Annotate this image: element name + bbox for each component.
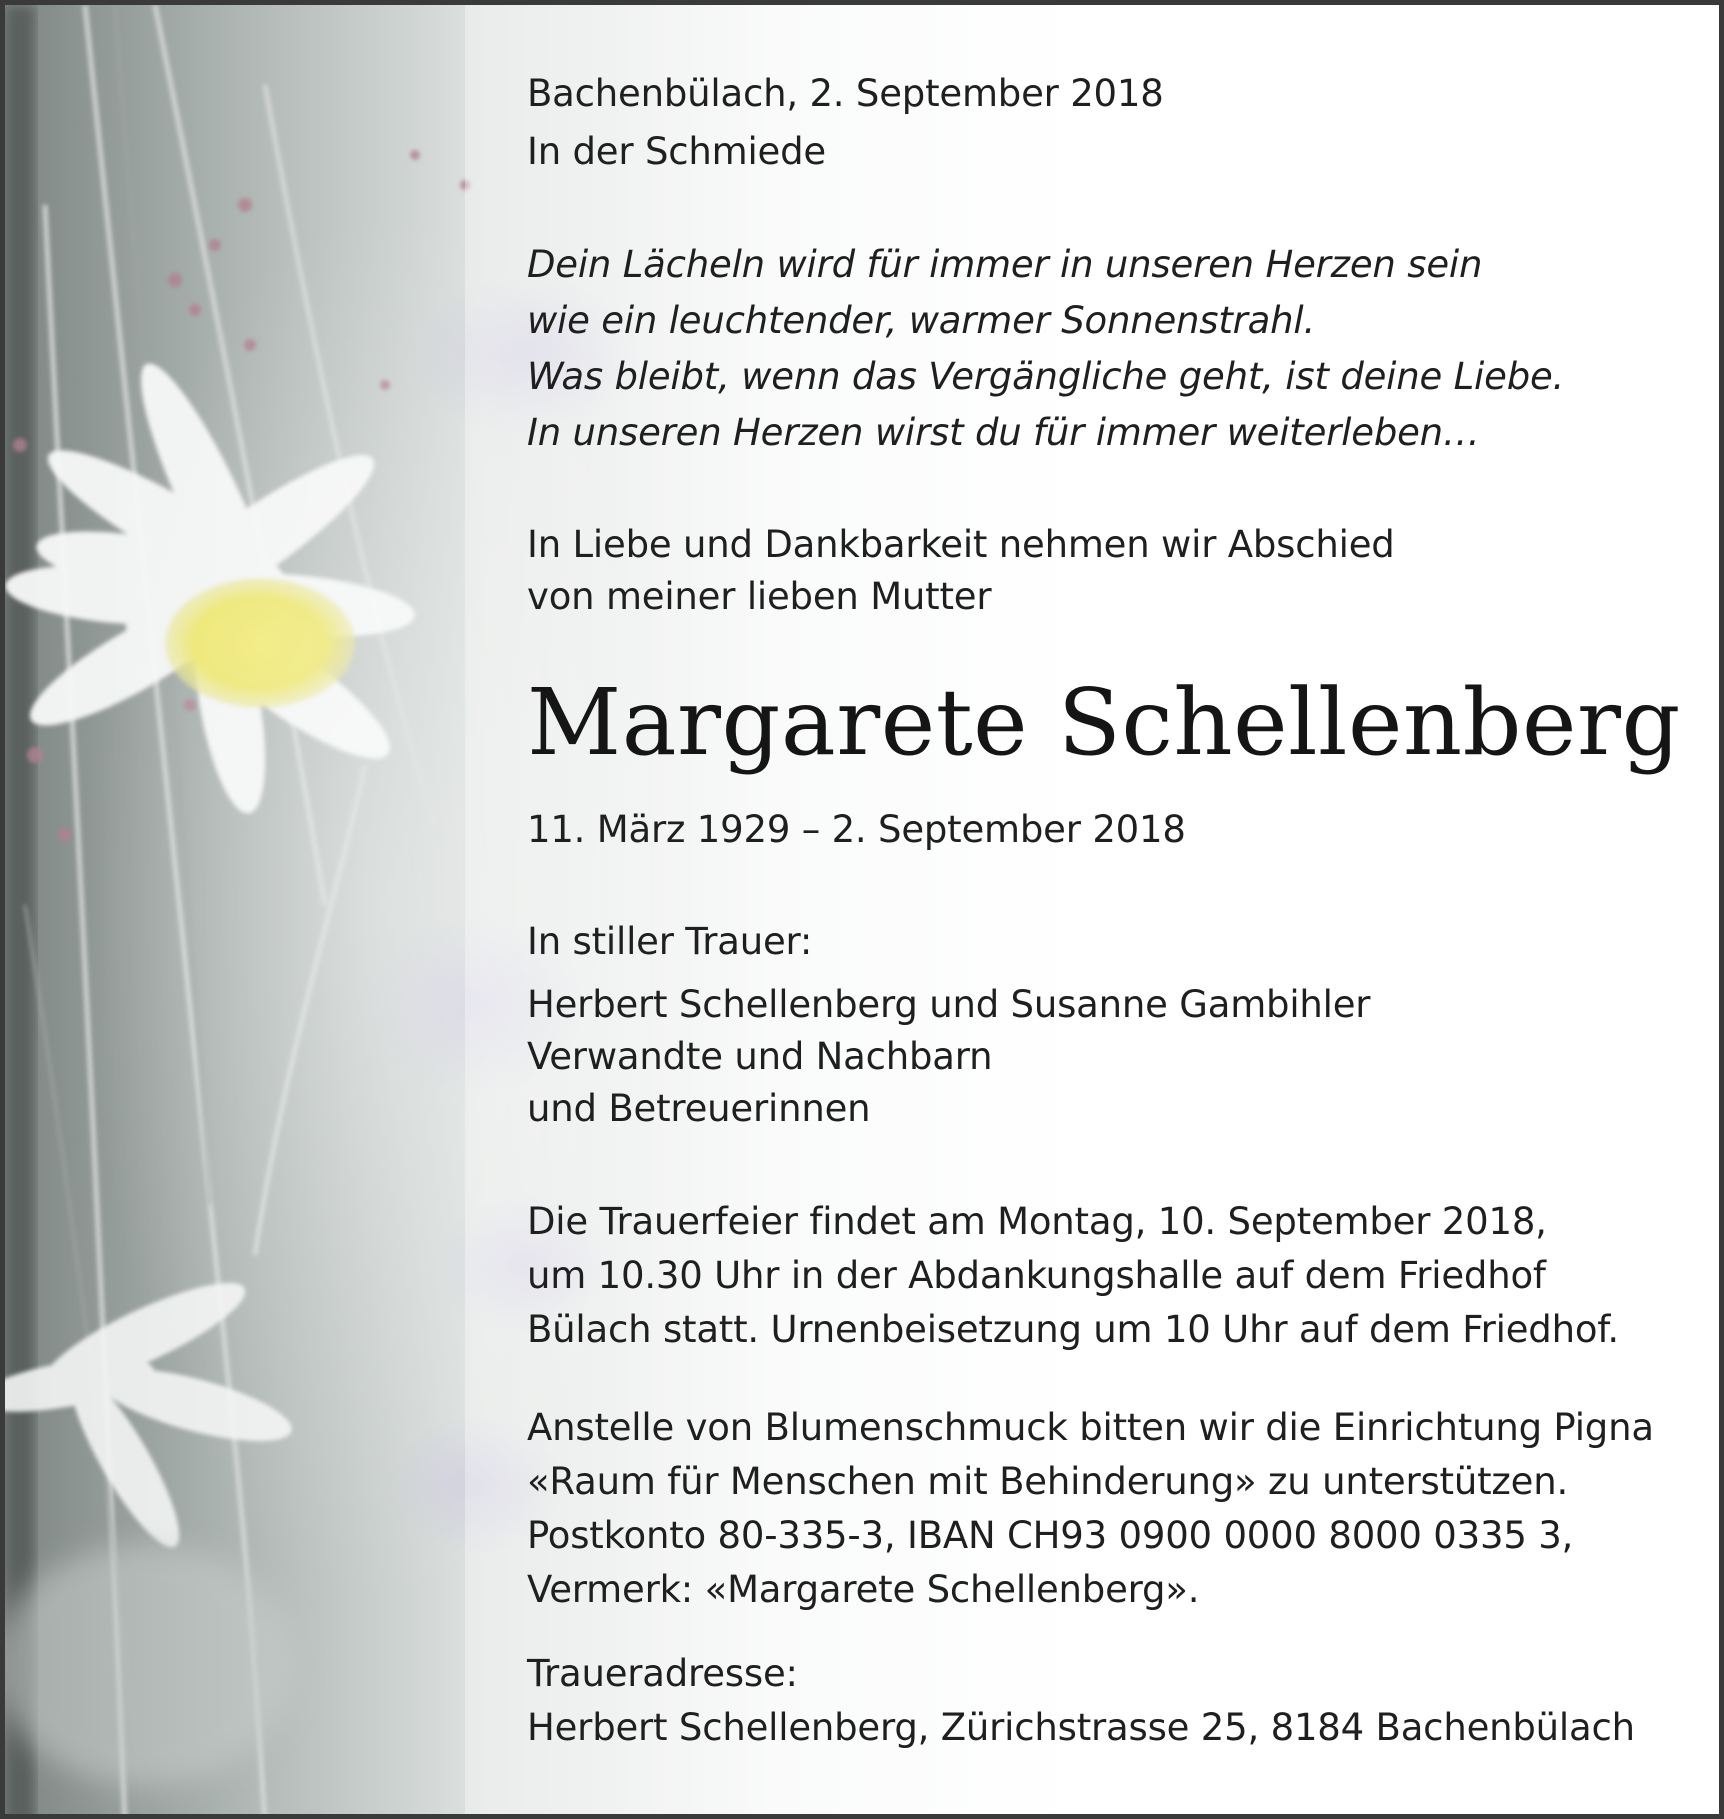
life-dates: 11. März 1929 – 2. September 2018: [527, 808, 1186, 851]
ceremony-line: Die Trauerfeier findet am Montag, 10. September 2018,: [527, 1200, 1547, 1243]
mourning-address: Herbert Schellenberg, Zürichstrasse 25, 8184 Bachenbülach: [527, 1706, 1635, 1749]
ceremony-line: um 10.30 Uhr in der Abdankungshalle auf dem Friedhof: [527, 1254, 1546, 1297]
mourner-line: Verwandte und Nachbarn: [527, 1035, 993, 1078]
verse-line: Was bleibt, wenn das Vergängliche geht, ist deine Liebe.: [527, 355, 1565, 398]
intro-line: In Liebe und Dankbarkeit nehmen wir Abschied: [527, 523, 1395, 566]
intro-line: von meiner lieben Mutter: [527, 575, 992, 618]
donation-notice: [527, 1401, 1654, 1617]
verse-line: Dein Lächeln wird für immer in unseren Herzen sein: [527, 243, 1483, 286]
location-text: In der Schmiede: [527, 130, 826, 173]
mourners-list: [527, 979, 1370, 1135]
place-date-text: Bachenbülach, 2. September 2018: [527, 72, 1164, 115]
donation-line: Vermerk: «Margarete Schellenberg».: [527, 1568, 1200, 1611]
verse-line: wie ein leuchtender, warmer Sonnenstrahl.: [527, 299, 1316, 342]
donation-line: Anstelle von Blumenschmuck bitten wir die Einrichtung Pigna: [527, 1406, 1654, 1449]
mourner-line: Herbert Schellenberg und Susanne Gambihler: [527, 983, 1371, 1026]
donation-line: Postkonto 80-335-3, IBAN CH93 0900 0000 8000 0335 3,: [527, 1514, 1574, 1557]
deceased-name: Margarete Schellenberg: [527, 669, 1681, 776]
mourners-heading: In stiller Trauer:: [527, 920, 813, 963]
address-heading: Traueradresse:: [527, 1652, 798, 1695]
mourner-line: und Betreuerinnen: [527, 1087, 871, 1130]
verse-line: In unseren Herzen wirst du für immer weiterleben…: [527, 411, 1480, 454]
farewell-intro: [527, 519, 1395, 623]
donation-line: «Raum für Menschen mit Behinderung» zu unterstützen.: [527, 1460, 1569, 1503]
verse: [527, 237, 1564, 461]
ceremony-line: Bülach statt. Urnenbeisetzung um 10 Uhr auf dem Friedhof.: [527, 1308, 1619, 1351]
ceremony-notice: [527, 1195, 1619, 1357]
